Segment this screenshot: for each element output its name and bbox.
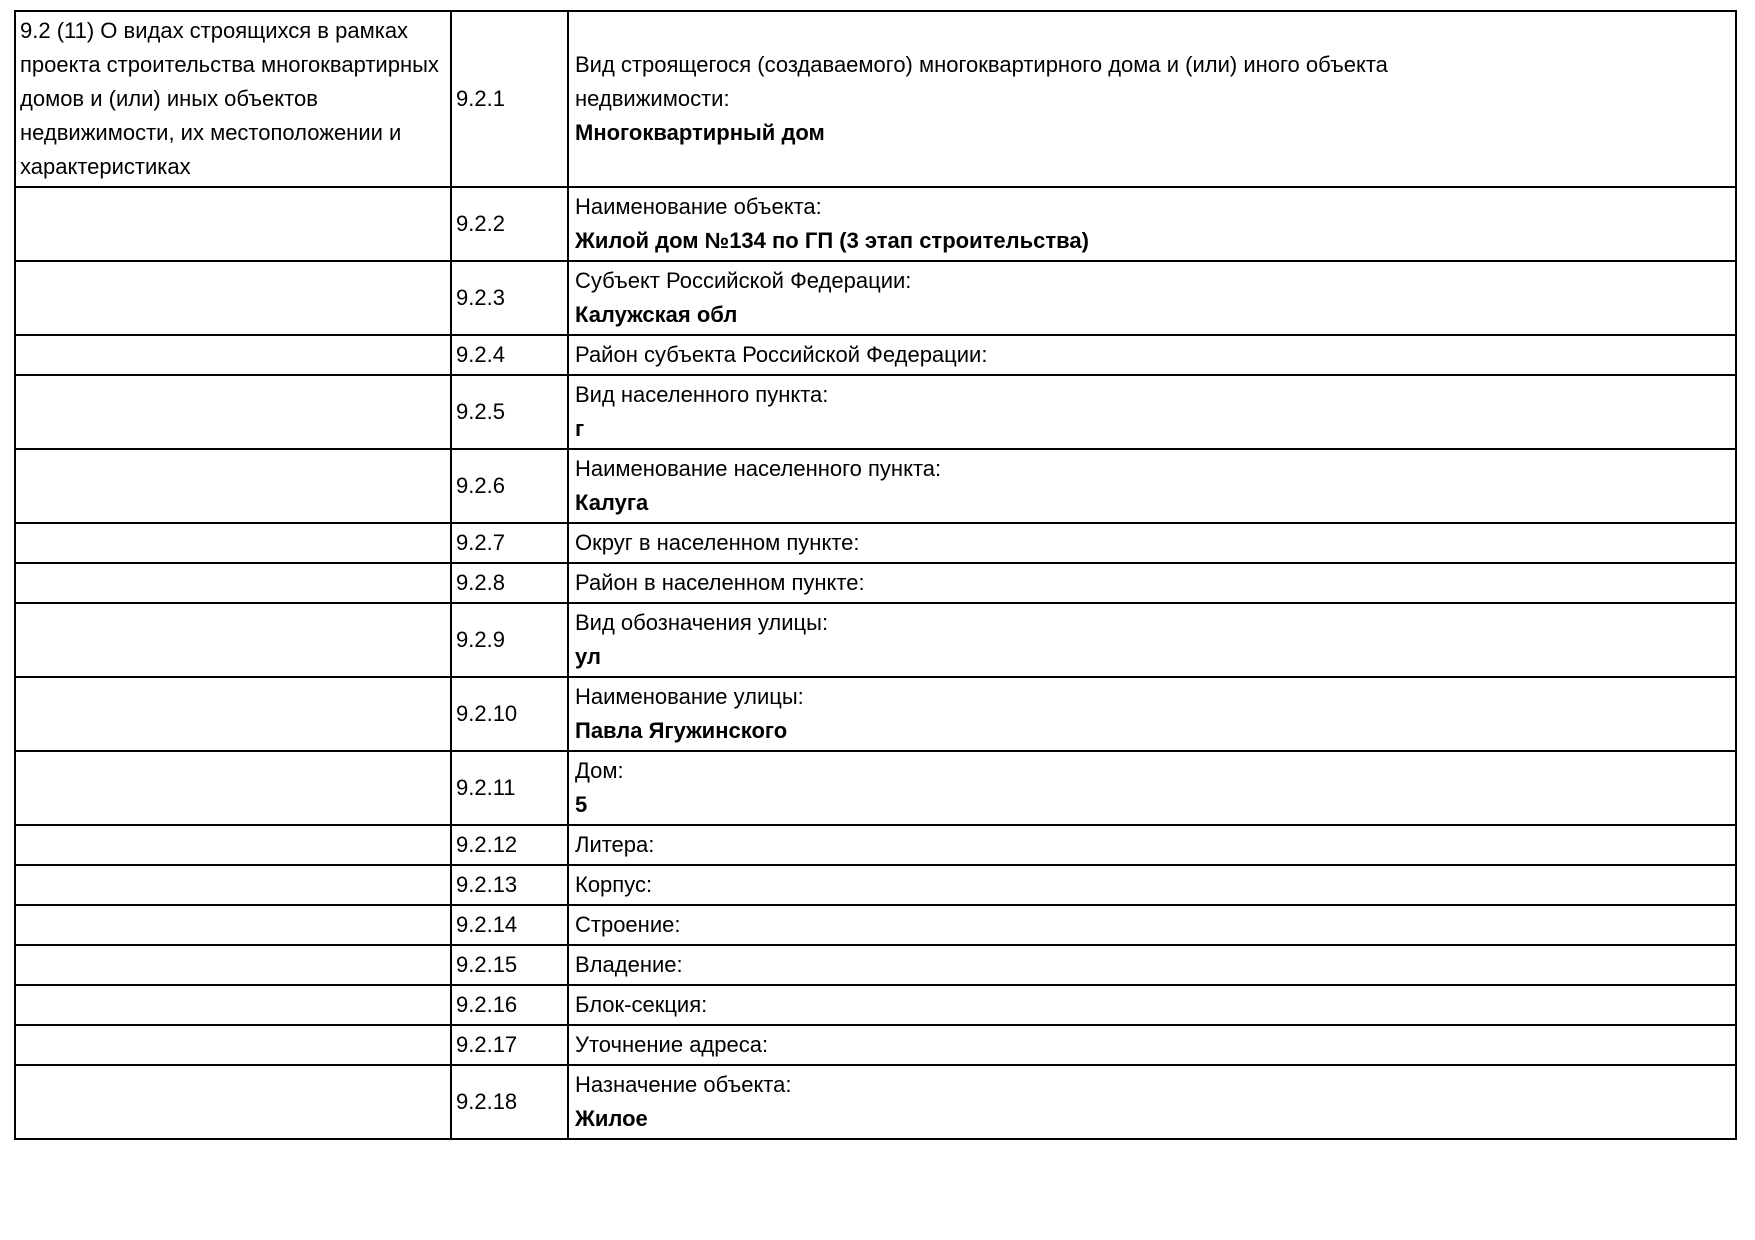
row-label: Район субъекта Российской Федерации: — [575, 342, 988, 367]
section-cell — [15, 523, 451, 563]
row-code: 9.2.5 — [451, 375, 568, 449]
table-row — [15, 603, 1736, 677]
row-code: 9.2.12 — [451, 825, 568, 865]
row-code: 9.2.3 — [451, 261, 568, 335]
section-cell — [15, 603, 451, 677]
row-label: Субъект Российской Федерации: — [575, 268, 912, 293]
row-content — [568, 261, 1736, 335]
table-row — [15, 945, 1736, 985]
table-row — [15, 523, 1736, 563]
row-content — [568, 751, 1736, 825]
row-content — [568, 677, 1736, 751]
row-code: 9.2.10 — [451, 677, 568, 751]
row-value: Многоквартирный дом — [575, 120, 825, 145]
row-value: Павла Ягужинского — [575, 718, 788, 743]
row-content — [568, 825, 1736, 865]
table-row — [15, 1065, 1736, 1139]
declaration-table-body — [15, 11, 1736, 1139]
row-content — [568, 905, 1736, 945]
declaration-table — [14, 10, 1737, 1140]
table-row — [15, 865, 1736, 905]
table-row — [15, 335, 1736, 375]
section-cell — [15, 751, 451, 825]
row-value: Калуга — [575, 490, 649, 515]
row-value: Жилое — [575, 1106, 648, 1131]
row-code: 9.2.2 — [451, 187, 568, 261]
row-label: Наименование объекта: — [575, 194, 822, 219]
row-content — [568, 563, 1736, 603]
section-cell — [15, 677, 451, 751]
row-label: Вид обозначения улицы: — [575, 610, 829, 635]
table-row — [15, 261, 1736, 335]
row-code: 9.2.18 — [451, 1065, 568, 1139]
section-cell — [15, 1025, 451, 1065]
table-row — [15, 563, 1736, 603]
row-content — [568, 1025, 1736, 1065]
row-code: 9.2.8 — [451, 563, 568, 603]
row-content — [568, 375, 1736, 449]
table-row — [15, 375, 1736, 449]
row-content — [568, 187, 1736, 261]
row-label: Строение: — [575, 912, 681, 937]
page — [14, 10, 1737, 1140]
row-value: г — [575, 416, 585, 441]
table-row — [15, 1025, 1736, 1065]
row-label: Район в населенном пункте: — [575, 570, 865, 595]
row-code: 9.2.6 — [451, 449, 568, 523]
row-value: ул — [575, 644, 601, 669]
row-label: Уточнение адреса: — [575, 1032, 769, 1057]
row-code: 9.2.14 — [451, 905, 568, 945]
section-cell — [15, 825, 451, 865]
section-cell — [15, 865, 451, 905]
row-code: 9.2.1 — [451, 11, 568, 187]
section-cell — [15, 563, 451, 603]
row-code: 9.2.9 — [451, 603, 568, 677]
row-code: 9.2.17 — [451, 1025, 568, 1065]
table-row — [15, 677, 1736, 751]
section-description: 9.2 (11) О видах строящихся в рамках проекта строительства многоквартирных домов и (или) иных объектов недвижимости, их местоположении и характеристиках — [15, 11, 451, 187]
section-cell — [15, 905, 451, 945]
row-value: 5 — [575, 792, 588, 817]
row-value: Жилой дом №134 по ГП (3 этап строительства) — [575, 228, 1089, 253]
row-label: Наименование улицы: — [575, 684, 804, 709]
section-cell — [15, 187, 451, 261]
table-row — [15, 187, 1736, 261]
row-label: Наименование населенного пункта: — [575, 456, 942, 481]
table-row — [15, 825, 1736, 865]
section-cell — [15, 449, 451, 523]
row-label: Блок-секция: — [575, 992, 708, 1017]
row-code: 9.2.4 — [451, 335, 568, 375]
row-label: Владение: — [575, 952, 683, 977]
row-content — [568, 985, 1736, 1025]
section-cell — [15, 375, 451, 449]
row-content — [568, 603, 1736, 677]
row-content — [568, 865, 1736, 905]
row-content — [568, 449, 1736, 523]
row-label: Округ в населенном пункте: — [575, 530, 860, 555]
table-row — [15, 905, 1736, 945]
row-code: 9.2.11 — [451, 751, 568, 825]
row-content — [568, 11, 1736, 187]
row-code: 9.2.16 — [451, 985, 568, 1025]
row-content — [568, 335, 1736, 375]
table-row — [15, 751, 1736, 825]
row-content — [568, 945, 1736, 985]
row-content — [568, 523, 1736, 563]
section-cell — [15, 335, 451, 375]
row-content — [568, 1065, 1736, 1139]
row-code: 9.2.13 — [451, 865, 568, 905]
row-label: Дом: — [575, 758, 624, 783]
section-cell — [15, 261, 451, 335]
row-code: 9.2.15 — [451, 945, 568, 985]
section-cell — [15, 1065, 451, 1139]
row-label: Назначение объекта: — [575, 1072, 792, 1097]
row-code: 9.2.7 — [451, 523, 568, 563]
table-row — [15, 985, 1736, 1025]
section-cell — [15, 985, 451, 1025]
row-label: Вид населенного пункта: — [575, 382, 829, 407]
table-row — [15, 449, 1736, 523]
table-row — [15, 11, 1736, 187]
section-cell — [15, 945, 451, 985]
row-value: Калужская обл — [575, 302, 738, 327]
row-label: Вид строящегося (создаваемого) многоквартирного дома и (или) иного объекта недвижимости: — [575, 52, 1388, 111]
row-label: Корпус: — [575, 872, 653, 897]
row-label: Литера: — [575, 832, 655, 857]
